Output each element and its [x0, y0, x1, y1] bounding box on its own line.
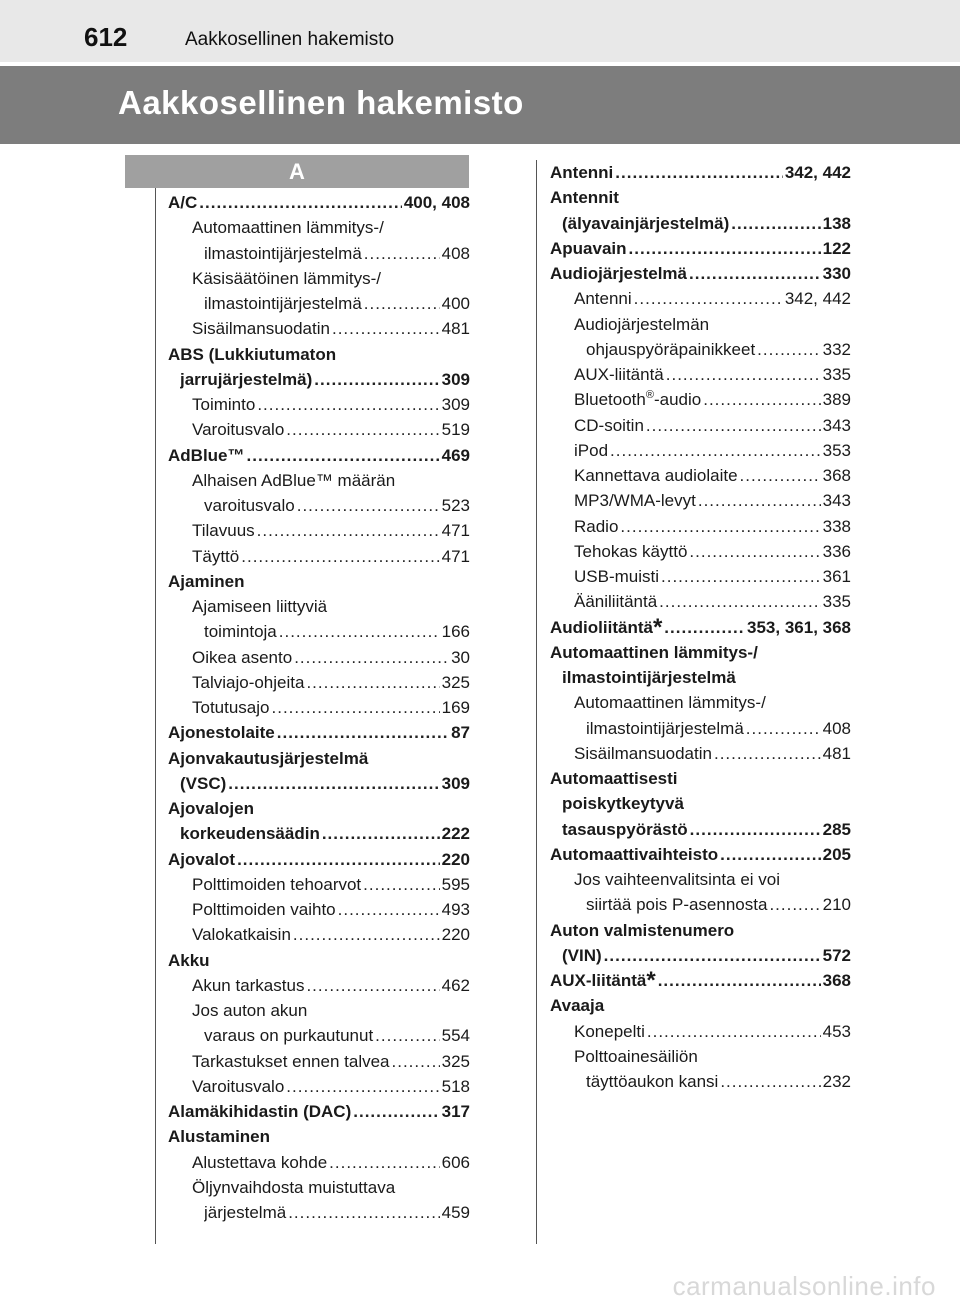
entry-term: ABS (Lukkiutumaton — [168, 344, 337, 364]
entry-term: (VSC) — [180, 773, 227, 793]
index-entry — [168, 1099, 470, 1124]
entry-page-ref: 338 — [822, 516, 851, 536]
dot-leader — [199, 190, 402, 215]
page-number: 612 — [84, 22, 128, 52]
dot-leader — [241, 544, 439, 569]
entry-term: ilmastointijärjestelmä — [204, 243, 362, 263]
entry-term: Ääniliitäntä — [574, 592, 658, 612]
entry-term: Radio — [574, 516, 619, 536]
entry-term: varaus on purkautunut — [204, 1026, 374, 1046]
index-entry — [192, 872, 470, 897]
index-entry — [574, 438, 851, 463]
entry-term: Jos auton akun — [192, 1001, 308, 1020]
dot-leader — [647, 1019, 821, 1044]
entry-term: Käsisäätöinen lämmitys-/ — [192, 268, 381, 288]
entry-page-ref: 519 — [441, 420, 470, 440]
entry-term: Bluetooth®-audio — [574, 389, 702, 410]
dot-leader — [689, 539, 820, 564]
index-entry — [550, 766, 851, 791]
entry-page-ref: 309 — [441, 369, 470, 389]
entry-term: (VIN) — [562, 945, 602, 965]
entry-page-ref: 336 — [822, 541, 851, 561]
dot-leader — [293, 922, 440, 947]
entry-term: Alustettava kohde — [192, 1152, 328, 1172]
section-title: Aakkosellinen hakemisto — [118, 84, 524, 121]
entry-term: Audiojärjestelmä — [550, 264, 687, 283]
dot-leader — [720, 1069, 820, 1094]
entry-term: Varoitusvalo — [192, 1076, 285, 1096]
index-entry — [550, 261, 851, 286]
index-entry — [192, 1049, 470, 1074]
entry-page-ref: 309 — [441, 773, 470, 793]
entry-term: Alamäkihidastin (DAC) — [168, 1102, 352, 1121]
entry-page-ref: 343 — [822, 415, 851, 435]
dot-leader — [364, 241, 440, 266]
entry-page-ref: 285 — [822, 819, 851, 839]
index-entry — [204, 1200, 470, 1225]
dot-leader — [740, 463, 821, 488]
entry-page-ref: 481 — [441, 319, 470, 339]
left-column-rule — [155, 188, 156, 1244]
index-entry — [192, 1150, 470, 1175]
entry-term: Varoitusvalo — [192, 420, 285, 440]
entry-term: Akku — [168, 950, 210, 970]
index-entry — [550, 918, 851, 943]
dot-leader — [322, 821, 440, 846]
entry-term: Antenni — [550, 163, 614, 182]
entry-term: Oikea asento — [192, 647, 293, 667]
dot-leader — [332, 316, 440, 341]
index-entry — [574, 589, 851, 614]
entry-term: ilmastointijärjestelmä — [562, 668, 736, 687]
index-entry — [586, 716, 851, 741]
dot-leader — [690, 817, 821, 842]
index-entry — [168, 1124, 470, 1149]
entry-page-ref: 30 — [451, 647, 470, 667]
index-entry — [192, 922, 470, 947]
dot-leader — [689, 261, 821, 286]
index-entry — [204, 241, 470, 266]
entry-term: jarrujärjestelmä) — [180, 369, 313, 389]
entry-term: poiskytkeytyvä — [562, 794, 684, 814]
entry-page-ref: 606 — [441, 1152, 470, 1172]
dot-leader — [363, 872, 439, 897]
entry-term: Valokatkaisin — [192, 925, 291, 945]
page-header-bar — [0, 0, 960, 62]
entry-term: Tarkastukset ennen talvea — [192, 1051, 390, 1071]
dot-leader — [666, 362, 821, 387]
index-entry — [562, 791, 851, 816]
entry-page-ref: 335 — [822, 592, 851, 612]
entry-term: Automaattivaihteisto — [550, 844, 719, 864]
entry-page-ref: 169 — [441, 698, 470, 717]
entry-term: toimintoja — [204, 622, 277, 642]
entry-term: Ajovalojen — [168, 799, 254, 818]
index-entry — [550, 236, 851, 261]
dot-leader — [306, 670, 439, 695]
right-column-rule — [536, 160, 537, 1244]
index-entry — [550, 842, 851, 867]
index-entry — [192, 266, 470, 291]
entry-page-ref: 317 — [441, 1102, 470, 1121]
entry-page-ref: 325 — [441, 672, 470, 692]
index-entry — [574, 514, 851, 539]
index-entry — [192, 215, 470, 240]
entry-page-ref: 166 — [441, 622, 470, 642]
entry-term: siirtää pois P-asennosta — [586, 895, 768, 915]
index-entry — [192, 670, 470, 695]
entry-term: Polttimoiden tehoarvot — [192, 874, 362, 894]
entry-page-ref: 400, 408 — [403, 193, 470, 212]
entry-term: Kannettava audiolaite — [574, 466, 738, 485]
dot-leader — [272, 695, 440, 720]
entry-page-ref: 332 — [822, 339, 851, 359]
entry-page-ref: 138 — [822, 213, 851, 233]
entry-term: Totutusajo — [192, 698, 270, 717]
entry-page-ref: 518 — [441, 1076, 470, 1096]
entry-page-ref: 453 — [822, 1021, 851, 1041]
dot-leader — [610, 438, 821, 463]
entry-page-ref: 459 — [441, 1203, 470, 1222]
index-entry — [192, 417, 470, 442]
index-entry — [550, 185, 851, 210]
index-entry — [550, 160, 851, 185]
index-entry — [192, 1074, 470, 1099]
index-entry — [168, 847, 470, 872]
index-entry — [192, 695, 470, 720]
entry-term: Tilavuus — [192, 521, 255, 541]
entry-page-ref: 554 — [441, 1026, 470, 1046]
dot-leader — [277, 720, 449, 745]
index-entry — [204, 291, 470, 316]
dot-leader — [392, 1049, 440, 1074]
entry-term: korkeudensäädin — [180, 824, 320, 844]
watermark: carmanualsonline.info — [672, 1271, 936, 1301]
index-entry — [586, 892, 851, 917]
entry-term: ohjauspyöräpainikkeet — [586, 339, 756, 359]
entry-page-ref: 205 — [822, 844, 851, 864]
dot-leader — [661, 564, 821, 589]
index-entry — [192, 392, 470, 417]
entry-term: Jos vaihteenvalitsinta ei voi — [574, 870, 781, 889]
entry-term: ilmastointijärjestelmä — [204, 294, 362, 313]
entry-page-ref: 325 — [441, 1051, 470, 1071]
entry-term: Audiojärjestelmän — [574, 314, 710, 334]
dot-leader — [658, 968, 821, 993]
entry-term: Automaattinen lämmitys-/ — [192, 218, 384, 238]
dot-leader — [286, 417, 439, 442]
footnote-star-icon: * — [652, 614, 663, 640]
footnote-star-icon: * — [646, 968, 656, 993]
entry-term: Sisäilmansuodatin — [192, 319, 330, 339]
dot-leader — [659, 589, 820, 614]
entry-page-ref: 335 — [822, 365, 851, 384]
entry-term: varoitusvalo — [204, 496, 295, 515]
index-entry — [192, 544, 470, 569]
index-entry — [204, 1023, 470, 1048]
dot-leader — [338, 897, 440, 922]
index-entry — [574, 690, 851, 715]
entry-term: Apuavain — [550, 238, 627, 258]
index-entry — [180, 771, 470, 796]
dot-leader — [720, 842, 820, 867]
dot-leader — [364, 291, 440, 316]
entry-page-ref: 342, 442 — [784, 163, 851, 182]
dot-leader — [329, 1150, 439, 1175]
index-entry — [586, 1069, 851, 1094]
entry-page-ref: 462 — [441, 975, 470, 995]
entry-page-ref: 220 — [441, 925, 470, 945]
entry-page-ref: 353 — [822, 440, 851, 460]
entry-page-ref: 595 — [441, 874, 470, 894]
dot-leader — [297, 493, 440, 518]
entry-page-ref: 232 — [822, 1072, 851, 1091]
entry-term: Avaaja — [550, 996, 605, 1016]
entry-term: AUX-liitäntä* — [550, 968, 656, 993]
index-entry — [192, 1175, 470, 1200]
entry-term: A/C — [168, 193, 198, 212]
index-entry — [550, 993, 851, 1018]
entry-page-ref: 122 — [822, 238, 851, 258]
index-entry — [574, 387, 851, 412]
entry-term: Audioliitäntä* — [550, 614, 663, 640]
entry-page-ref: 368 — [822, 466, 851, 485]
entry-term: Täyttö — [192, 546, 240, 566]
entry-term: Alhaisen AdBlue™ määrän — [192, 470, 396, 490]
entry-term: Antennit — [550, 188, 619, 208]
dot-leader — [353, 1099, 439, 1124]
entry-page-ref: 87 — [451, 723, 470, 743]
entry-term: Automaattinen lämmitys-/ — [550, 642, 758, 662]
entry-term: iPod — [574, 440, 609, 460]
index-entry — [550, 968, 851, 993]
entry-term: Toiminto — [192, 395, 256, 414]
entry-term: Antenni — [574, 289, 632, 309]
entry-term: Sisäilmansuodatin — [574, 743, 712, 763]
index-entry — [586, 337, 851, 362]
entry-page-ref: 481 — [822, 743, 851, 763]
entry-page-ref: 210 — [822, 895, 851, 915]
entry-page-ref: 572 — [822, 945, 851, 965]
index-entry — [168, 796, 470, 821]
dot-leader — [306, 973, 439, 998]
entry-page-ref: 343 — [822, 491, 851, 511]
dot-leader — [247, 443, 440, 468]
entry-term: Tehokas käyttö — [574, 541, 688, 561]
entry-page-ref: 342, 442 — [784, 289, 851, 309]
index-entry — [574, 741, 851, 766]
dot-leader — [288, 1200, 439, 1225]
entry-term: Ajonestolaite — [168, 723, 275, 743]
dot-leader — [698, 488, 821, 513]
dot-leader — [237, 847, 440, 872]
dot-leader — [634, 286, 783, 311]
entry-term: Polttimoiden vaihto — [192, 900, 336, 919]
dot-leader — [279, 619, 440, 644]
index-entry — [192, 468, 470, 493]
index-entry — [574, 312, 851, 337]
index-entry — [574, 463, 851, 488]
index-entry — [192, 645, 470, 670]
entry-page-ref: 408 — [822, 718, 851, 738]
entry-term: Öljynvaihdosta muistuttava — [192, 1177, 396, 1197]
entry-term: ilmastointijärjestelmä — [586, 718, 744, 738]
entry-term: Konepelti — [574, 1021, 645, 1041]
dot-leader — [604, 943, 821, 968]
entry-term: USB-muisti — [574, 567, 660, 586]
index-entry — [168, 342, 470, 367]
entry-term: AUX-liitäntä — [574, 365, 664, 384]
entry-term: Ajaminen — [168, 571, 245, 591]
entry-term: Akun tarkastus — [192, 975, 305, 995]
index-entry — [192, 998, 470, 1023]
dot-leader — [375, 1023, 439, 1048]
dot-leader — [757, 337, 820, 362]
index-entry — [192, 897, 470, 922]
dot-leader — [257, 392, 439, 417]
index-entry — [168, 720, 470, 745]
index-entry — [168, 948, 470, 973]
entry-term: Polttoainesäiliön — [574, 1046, 698, 1066]
entry-term: järjestelmä — [204, 1203, 287, 1222]
index-entry — [550, 640, 851, 665]
index-entry — [192, 316, 470, 341]
entry-term: AdBlue™ — [168, 445, 245, 465]
index-entry — [562, 211, 851, 236]
dot-leader — [746, 716, 821, 741]
entry-page-ref: 469 — [441, 445, 470, 465]
index-entry — [168, 746, 470, 771]
entry-term: täyttöaukon kansi — [586, 1072, 719, 1091]
index-entry — [562, 817, 851, 842]
index-entry — [574, 1019, 851, 1044]
entry-term: Automaattinen lämmitys-/ — [574, 693, 766, 713]
dot-leader — [620, 514, 820, 539]
entry-page-ref: 471 — [441, 546, 470, 566]
index-entry — [562, 943, 851, 968]
dot-leader — [731, 211, 820, 236]
entry-term: Ajovalot — [168, 849, 236, 869]
dot-leader — [646, 413, 821, 438]
entry-page-ref: 330 — [822, 264, 851, 283]
index-entry — [204, 619, 470, 644]
dot-leader — [629, 236, 821, 261]
index-entry — [574, 539, 851, 564]
index-entry — [574, 362, 851, 387]
entry-page-ref: 523 — [441, 496, 470, 515]
index-entry — [574, 1044, 851, 1069]
entry-term: Ajonvakautusjärjestelmä — [168, 748, 369, 768]
entry-term: Ajamiseen liittyviä — [192, 597, 328, 616]
index-entry — [574, 867, 851, 892]
entry-term: Auton valmistenumero — [550, 920, 735, 940]
dot-leader — [257, 518, 440, 543]
dot-leader — [314, 367, 439, 392]
entry-term: CD-soitin — [574, 415, 644, 435]
entry-page-ref: 222 — [441, 824, 470, 844]
index-entry — [168, 443, 470, 468]
entry-page-ref: 471 — [441, 521, 470, 541]
index-entry — [204, 493, 470, 518]
dot-leader — [703, 387, 820, 412]
index-entry — [550, 615, 851, 640]
section-banner — [0, 66, 960, 144]
index-entry — [574, 564, 851, 589]
entry-term: tasauspyörästö — [562, 819, 688, 839]
entry-page-ref: 353, 361, 368 — [747, 617, 851, 637]
index-entry — [574, 488, 851, 513]
index-entry — [562, 665, 851, 690]
index-entry — [192, 518, 470, 543]
entry-term: Automaattisesti — [550, 769, 678, 788]
entry-page-ref: 389 — [822, 390, 851, 410]
entry-term: Alustaminen — [168, 1127, 271, 1147]
dot-leader — [286, 1074, 439, 1099]
letter-header: A — [125, 155, 469, 188]
dot-leader — [615, 160, 783, 185]
dot-leader — [769, 892, 820, 917]
dot-leader — [714, 741, 821, 766]
entry-term: Talviajo-ohjeita — [192, 672, 305, 692]
running-title: Aakkosellinen hakemisto — [185, 29, 395, 50]
entry-page-ref: 309 — [441, 395, 470, 414]
index-entry — [180, 821, 470, 846]
index-entry — [168, 190, 470, 215]
index-entry — [168, 569, 470, 594]
index-entry — [192, 973, 470, 998]
index-entry — [180, 367, 470, 392]
index-entry — [574, 413, 851, 438]
dot-leader — [664, 615, 745, 640]
entry-term: MP3/WMA-levyt — [574, 491, 696, 511]
entry-page-ref: 361 — [822, 567, 851, 586]
entry-page-ref: 408 — [441, 243, 470, 263]
entry-page-ref: 400 — [441, 294, 470, 313]
dot-leader — [228, 771, 439, 796]
index-entry — [574, 286, 851, 311]
dot-leader — [294, 645, 449, 670]
entry-page-ref: 220 — [441, 849, 470, 869]
entry-page-ref: 493 — [441, 900, 470, 919]
index-entry — [192, 594, 470, 619]
entry-term: (älyavainjärjestelmä) — [562, 213, 730, 233]
entry-page-ref: 368 — [822, 971, 851, 990]
